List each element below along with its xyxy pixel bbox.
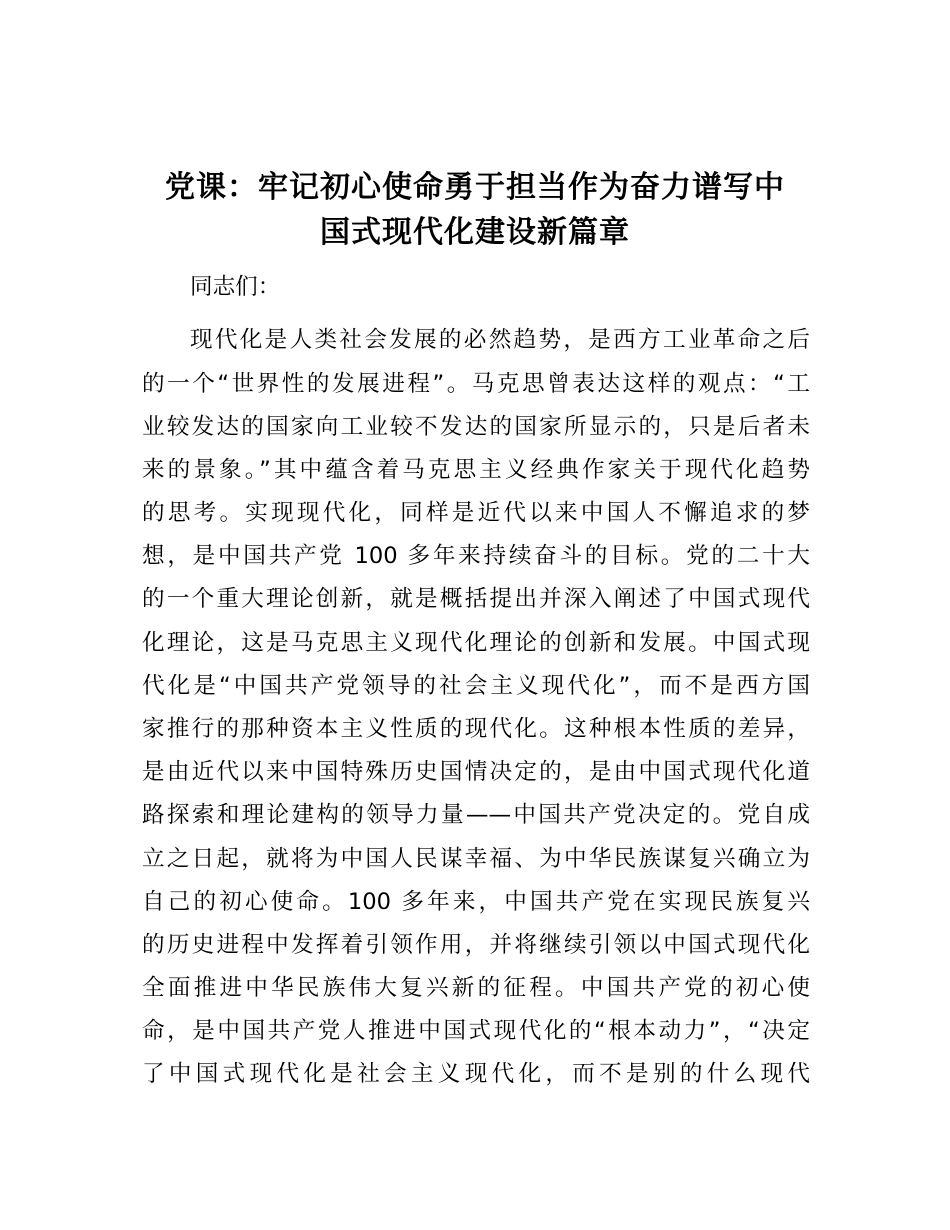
body-line-18: 了中国式现代化是社会主义现代化，而不是别的什么现代 <box>142 1061 810 1087</box>
body-line-6: 想，是中国共产党 100 多年来持续奋斗的目标。党的二十大 <box>142 543 810 569</box>
body-line-14: 自己的初心使命。100 多年来，中国共产党在实现民族复兴 <box>142 889 810 915</box>
document-title-line-2: 国式现代化建设新篇章 <box>320 215 630 250</box>
body-line-2: 的一个“世界性的发展进程”。马克思曾表达这样的观点：“工 <box>142 371 810 397</box>
body-line-17: 命，是中国共产党人推进中国式现代化的“根本动力”，“决定 <box>142 1018 810 1044</box>
body-line-3: 业较发达的国家向工业较不发达的国家所显示的，只是后者未 <box>142 414 810 440</box>
body-line-7: 的一个重大理论创新，就是概括提出并深入阐述了中国式现代 <box>142 586 810 612</box>
salutation: 同志们： <box>190 274 281 300</box>
body-line-11: 是由近代以来中国特殊历史国情决定的，是由中国式现代化道 <box>142 759 810 785</box>
body-line-1: 现代化是人类社会发展的必然趋势，是西方工业革命之后 <box>190 327 810 353</box>
body-line-9: 代化是“中国共产党领导的社会主义现代化”，而不是西方国 <box>142 673 810 699</box>
body-line-10: 家推行的那种资本主义性质的现代化。这种根本性质的差异， <box>142 716 810 742</box>
body-line-5: 的思考。实现现代化，同样是近代以来中国人不懈追求的梦 <box>142 500 810 526</box>
body-line-4: 来的景象。”其中蕴含着马克思主义经典作家关于现代化趋势 <box>142 457 810 483</box>
body-line-8: 化理论，这是马克思主义现代化理论的创新和发展。中国式现 <box>142 630 810 656</box>
body-line-15: 的历史进程中发挥着引领作用，并将继续引领以中国式现代化 <box>142 932 810 958</box>
body-line-12: 路探索和理论建构的领导力量——中国共产党决定的。党自成 <box>142 802 810 828</box>
document-title-line-1: 党课：牢记初心使命勇于担当作为奋力谱写中 <box>165 170 785 205</box>
body-line-13: 立之日起，就将为中国人民谋幸福、为中华民族谋复兴确立为 <box>142 846 810 872</box>
body-line-16: 全面推进中华民族伟大复兴新的征程。中国共产党的初心使 <box>142 975 810 1001</box>
